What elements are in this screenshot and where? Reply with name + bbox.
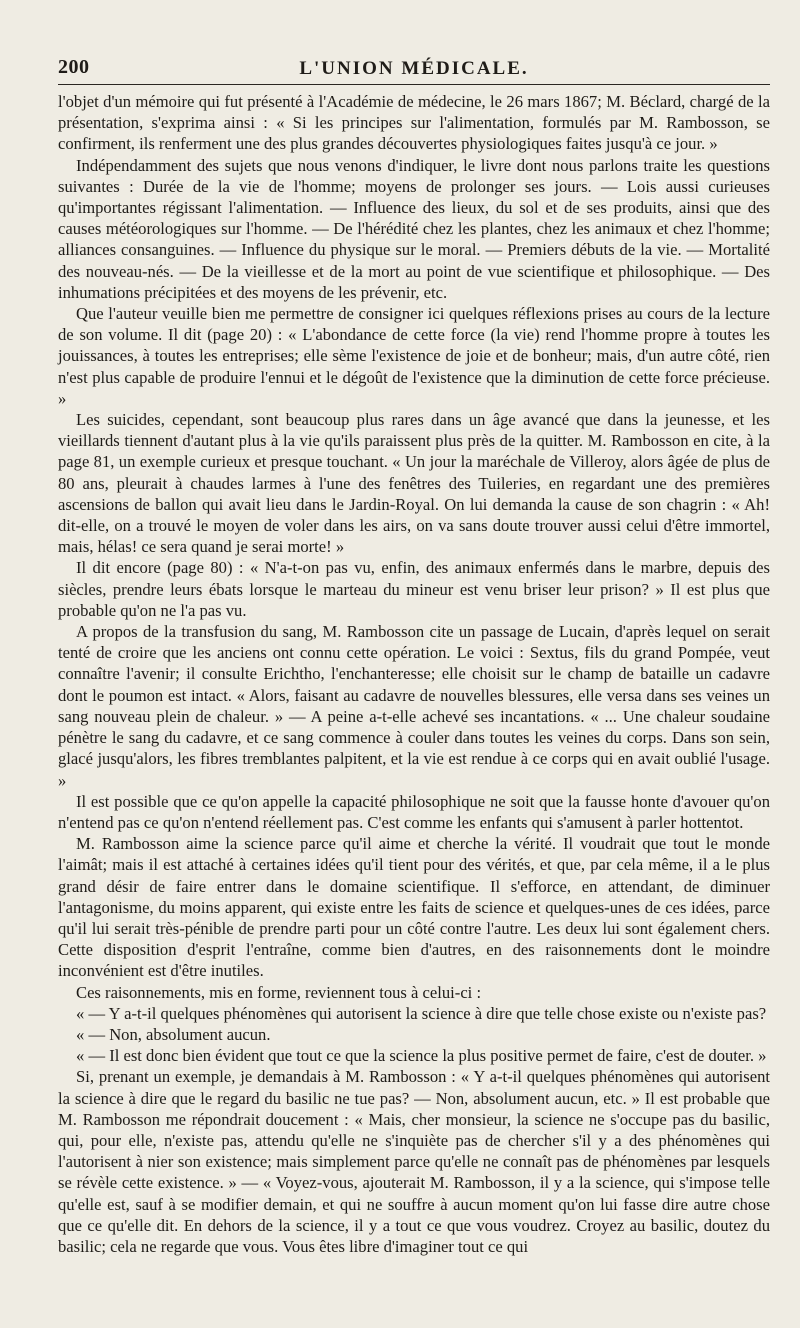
page-number: 200 <box>58 56 90 78</box>
paragraph: A propos de la transfusion du sang, M. Rambosson cite un passage de Lucain, d'après lequel on serait tenté de croire que les anciens ont connu cette opération. Le voici : Sextus, fils du grand Pompée, veut connaître l'avenir; il consulte Erichtho, l'enchanteresse; elle choisit sur le champ de bataille un cadavre dont le poumon est intact. « Alors, faisant au cadavre de nouvelles blessures, elle versa dans ses veines un sang nouveau plein de chaleur. » — A peine a-t-elle achevé ses incantations. « ... Une chaleur soudaine pénètre le sang du cadavre, et ce sang commence à couler dans toutes les veines du corps. Dans son sein, glacé jusqu'alors, les fibres tremblantes palpitent, et la vie est rendue à ce corps qui en avait oublié l'usage. » <box>58 622 770 790</box>
paragraph: Les suicides, cependant, sont beaucoup plus rares dans un âge avancé que dans la jeunesse, et les vieillards tiennent d'autant plus à la vie qu'ils paraissent plus près de la quitter. M. Rambosson en cite, à la page 81, un exemple curieux et presque touchant. « Un jour la maréchale de Villeroy, alors âgée de plus de 80 ans, pleurait à chaudes larmes à l'une des fenêtres des Tuileries, en regardant une des premières ascensions de ballon qui avait lieu dans le Jardin-Royal. On lui demanda la cause de son chagrin : « Ah! dit-elle, on a trouvé le moyen de voler dans les airs, on va sans doute trouver aussi celui d'être immortel, mais, hélas! ce sera quand je serai morte! » <box>58 410 770 557</box>
paragraph: Il est possible que ce qu'on appelle la capacité philosophique ne soit que la fausse honte d'avouer qu'on n'entend pas ce qu'on n'entend réellement pas. C'est comme les enfants qui s'amusent à parler hottentot. <box>58 791 770 832</box>
dialogue-line: « — Y a-t-il quelques phénomènes qui autorisent la science à dire que telle chose existe ou n'existe pas? <box>76 1003 767 1023</box>
dialogue-line: « — Il est donc bien évident que tout ce que la science la plus positive permet de faire, c'est de douter. » <box>76 1046 767 1066</box>
paragraph: Si, prenant un exemple, je demandais à M. Rambosson : « Y a-t-il quelques phénomènes qui autorisent la science à dire que le regard du basilic ne tue pas? — Non, absolument aucun, etc. » Il est probable que M. Rambosson me répondrait doucement : « Mais, cher monsieur, la science ne s'occupe pas du basilic, qui, pour elle, n'existe pas, attendu qu'elle ne s'inquiète pas de chercher s'il y a des phénomènes qui l'autorisent à nier son existence; mais simplement parce qu'elle ne connaît pas de phénomènes par lesquels se révèle cette existence. » — « Voyez-vous, ajouterait M. Rambosson, il y a la science, qui s'impose telle qu'elle est, sauf à se modifier demain, et qui ne souffre à aucun moment qu'on lui fasse dire autre chose que ce qu'elle dit. En dehors de la science, il y a tout ce que vous voudrez. Croyez au basilic, doutez du basilic; cela ne regarde que vous. Vous êtes libre d'imaginer tout ce qui <box>58 1067 770 1256</box>
paragraph: Il dit encore (page 80) : « N'a-t-on pas vu, enfin, des animaux enfermés dans le marbre, depuis des siècles, prendre leurs ébats lorsque le marteau du mineur est venu briser leur prison? » Il est plus que probable qu'on ne l'a pas vu. <box>58 558 770 620</box>
paragraph: Indépendamment des sujets que nous venons d'indiquer, le livre dont nous parlons traite les questions suivantes : Durée de la vie de l'homme; moyens de prolonger ses jours. — Lois aussi curieuses qu'importantes régissant l'alimentation. — Influence des lieux, du sol et de ses produits, ainsi que des causes météorologiques sur l'homme. — De l'hérédité chez les plantes, chez les animaux et chez l'homme; alliances consanguines. — Influence du physique sur le moral. — Premiers débuts de la vie. — Mortalité des nouveau-nés. — De la vieillesse et de la mort au point de vue scientifique et philosophique. — Des inhumations précipitées et des moyens de les prévenir, etc. <box>58 155 770 302</box>
paragraph: Ces raisonnements, mis en forme, reviennent tous à celui-ci : <box>76 982 482 1002</box>
paragraph: M. Rambosson aime la science parce qu'il aime et cherche la vérité. Il voudrait que tout le monde l'aimât; mais il est attaché à certaines idées qu'il tient pour des vérités, et que, par cela même, il a le plus grand désir de faire entrer dans le domaine scientifique. Il s'efforce, en attendant, de diminuer l'antagonisme, du moins apparent, qui existe entre les faits de science et quelques-unes de ces idées, parce qu'il lui serait très-pénible de prendre parti pour un côté contre l'autre. Les deux lui sont également chers. Cette disposition d'esprit l'entraîne, comme bien d'autres, en des raisonnements dont le moindre inconvénient est d'être inutiles. <box>58 834 770 981</box>
paragraph: Que l'auteur veuille bien me permettre de consigner ici quelques réflexions prises au cours de la lecture de son volume. Il dit (page 20) : « L'abondance de cette force (la vie) rend l'homme propre à toutes les jouissances, à toutes les entreprises; elle sème l'existence de joie et de bonheur; mais, d'un autre côté, rien n'est plus capable de produire l'ennui et le dégoût de l'existence que la diminution de cette force précieuse. » <box>58 304 770 408</box>
dialogue-line: « — Non, absolument aucun. <box>76 1024 271 1044</box>
running-head <box>58 52 770 85</box>
paragraph-continued: l'objet d'un mémoire qui fut présenté à l'Académie de médecine, le 26 mars 1867; M. Béclard, chargé de la présentation, s'exprima ainsi : « Si les principes sur l'alimentation, formulés par M. Rambosson, se confirment, ils renferment une des plus grandes découvertes physiologiques faites jusqu'à ce jour. » <box>58 92 770 154</box>
journal-title: L'UNION MÉDICALE. <box>299 58 529 79</box>
article-body <box>58 91 770 1257</box>
